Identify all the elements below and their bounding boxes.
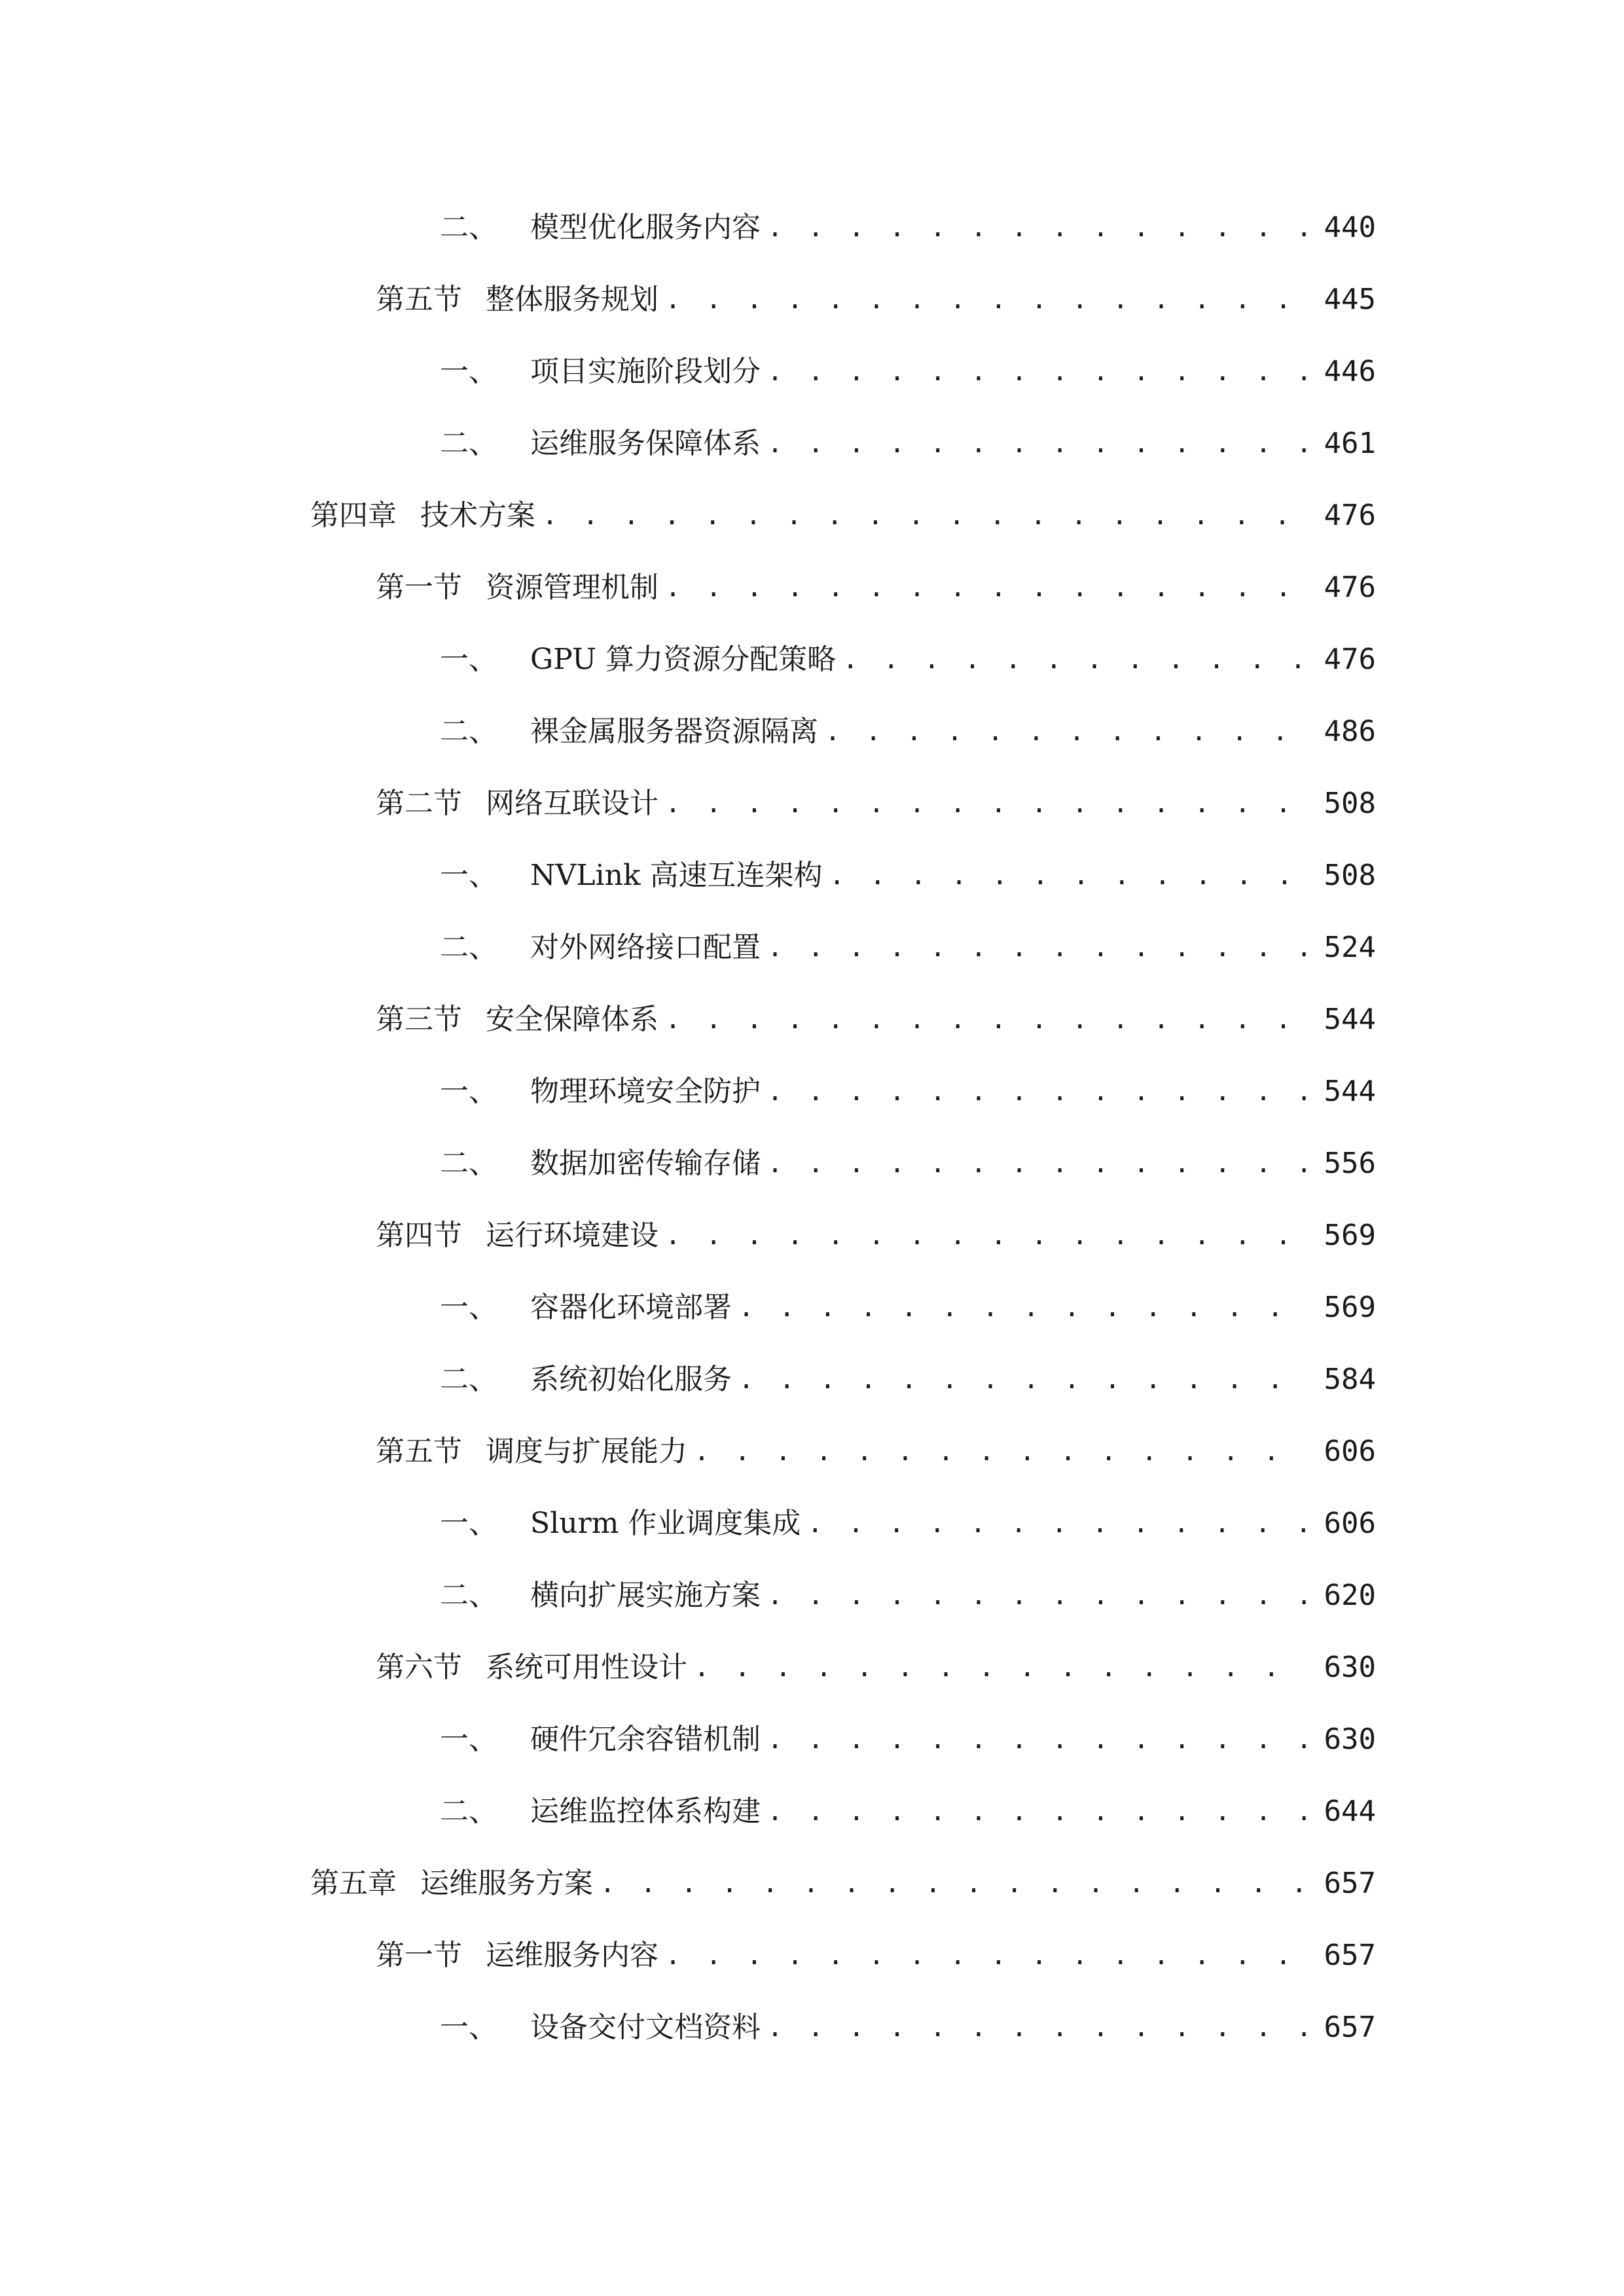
toc-title: 运维服务内容 xyxy=(486,1939,659,1972)
toc-page-number: 630 xyxy=(1324,1651,1376,1684)
toc-title: 设备交付文档资料 xyxy=(530,2011,761,2044)
toc-title: 项目实施阶段划分 xyxy=(530,355,761,388)
toc-page-number: 620 xyxy=(1324,1579,1376,1612)
toc-title: 运维监控体系构建 xyxy=(530,1795,761,1828)
toc-leader-dots xyxy=(807,1504,1310,1543)
toc-page-number: 476 xyxy=(1324,499,1376,532)
toc-number: 第六节 xyxy=(376,1651,462,1684)
toc-number: 第四节 xyxy=(376,1219,462,1252)
toc-title: 系统初始化服务 xyxy=(530,1363,732,1396)
toc-number: 一、 xyxy=(440,1723,497,1756)
toc-leader-dots xyxy=(665,1000,1310,1039)
toc-number: 一、 xyxy=(440,1291,497,1324)
toc-entry[interactable] xyxy=(0,496,1624,568)
toc-page-number: 524 xyxy=(1324,931,1376,964)
toc-leader-dots xyxy=(665,1936,1310,1975)
toc-leader-dots xyxy=(767,1144,1310,1183)
toc-page-number: 644 xyxy=(1324,1795,1376,1828)
toc-page-number: 657 xyxy=(1324,1867,1376,1900)
toc-entry[interactable] xyxy=(0,1432,1624,1504)
toc-page-number: 446 xyxy=(1324,355,1376,388)
toc-entry[interactable] xyxy=(0,1216,1624,1288)
toc-entry[interactable] xyxy=(0,352,1624,424)
toc-page-number: 508 xyxy=(1324,859,1376,892)
toc-title: 数据加密传输存储 xyxy=(530,1147,761,1180)
toc-title: 横向扩展实施方案 xyxy=(530,1579,761,1612)
toc-title: 调度与扩展能力 xyxy=(486,1435,687,1468)
toc-entry[interactable] xyxy=(0,568,1624,640)
toc-leader-dots xyxy=(665,280,1310,319)
toc-entry[interactable] xyxy=(0,1072,1624,1144)
toc-entry[interactable] xyxy=(0,712,1624,784)
toc-entry[interactable] xyxy=(0,280,1624,352)
toc-number: 第一节 xyxy=(376,1939,462,1972)
toc-entry[interactable] xyxy=(0,856,1624,928)
toc-title: 系统可用性设计 xyxy=(486,1651,687,1684)
toc-leader-dots xyxy=(665,1216,1310,1255)
toc-entry[interactable] xyxy=(0,1648,1624,1720)
toc-number: 一、 xyxy=(440,859,497,892)
toc-page-number: 486 xyxy=(1324,715,1376,748)
toc-leader-dots xyxy=(767,1576,1310,1615)
toc-entry[interactable] xyxy=(0,208,1624,280)
toc-number: 一、 xyxy=(440,1075,497,1108)
toc-number: 第五章 xyxy=(310,1867,397,1900)
toc-title: 运行环境建设 xyxy=(486,1219,659,1252)
toc-page-number: 476 xyxy=(1324,571,1376,604)
toc-title: 整体服务规划 xyxy=(486,283,659,316)
toc-entry[interactable] xyxy=(0,1936,1624,2008)
toc-title: 安全保障体系 xyxy=(486,1003,659,1036)
toc-number: 二、 xyxy=(440,1147,497,1180)
toc-page-number: 630 xyxy=(1324,1723,1376,1756)
toc-title: 运维服务保障体系 xyxy=(530,427,761,460)
toc-page-number: 657 xyxy=(1324,2011,1376,2044)
toc-title: 资源管理机制 xyxy=(486,571,659,604)
toc-page-number: 569 xyxy=(1324,1291,1376,1324)
toc-leader-dots xyxy=(767,352,1310,391)
toc-entry[interactable] xyxy=(0,1792,1624,1864)
toc-page-number: 461 xyxy=(1324,427,1376,460)
toc-title: 网络互联设计 xyxy=(486,787,659,820)
toc-leader-dots xyxy=(767,1720,1310,1759)
toc-title: 技术方案 xyxy=(420,499,535,532)
toc-title: 运维服务方案 xyxy=(420,1867,593,1900)
toc-leader-dots xyxy=(767,928,1310,967)
toc-leader-dots xyxy=(767,424,1310,463)
toc-leader-dots xyxy=(767,208,1310,247)
toc-entry[interactable] xyxy=(0,784,1624,856)
toc-page-number: 584 xyxy=(1324,1363,1376,1396)
toc-entry[interactable] xyxy=(0,1288,1624,1360)
toc-number: 一、 xyxy=(440,643,497,676)
toc-number: 一、 xyxy=(440,2011,497,2044)
toc-number: 二、 xyxy=(440,1795,497,1828)
toc-number: 第三节 xyxy=(376,1003,462,1036)
toc-number: 第五节 xyxy=(376,1435,462,1468)
toc-page-number: 440 xyxy=(1324,211,1376,244)
toc-leader-dots xyxy=(842,640,1310,679)
toc-leader-dots xyxy=(825,712,1310,751)
toc-number: 第二节 xyxy=(376,787,462,820)
toc-page-number: 657 xyxy=(1324,1939,1376,1972)
toc-leader-dots xyxy=(738,1288,1310,1327)
toc-entry[interactable] xyxy=(0,1144,1624,1216)
toc-page-number: 569 xyxy=(1324,1219,1376,1252)
toc-entry[interactable] xyxy=(0,1864,1624,1936)
toc-page-number: 606 xyxy=(1324,1435,1376,1468)
toc-number: 二、 xyxy=(440,427,497,460)
toc-title: 模型优化服务内容 xyxy=(530,211,761,244)
toc-number: 一、 xyxy=(440,1507,497,1540)
toc-leader-dots xyxy=(542,496,1310,535)
toc-entry[interactable] xyxy=(0,2008,1624,2080)
table-of-contents xyxy=(0,208,1624,2080)
toc-leader-dots xyxy=(738,1360,1310,1399)
toc-leader-dots xyxy=(767,1072,1310,1111)
toc-entry[interactable] xyxy=(0,1000,1624,1072)
toc-leader-dots xyxy=(694,1648,1310,1687)
toc-leader-dots xyxy=(600,1864,1310,1903)
toc-title: NVLink 高速互连架构 xyxy=(530,859,823,892)
toc-number: 二、 xyxy=(440,931,497,964)
toc-leader-dots xyxy=(767,1792,1310,1831)
toc-number: 第五节 xyxy=(376,283,462,316)
toc-title: 对外网络接口配置 xyxy=(530,931,761,964)
toc-leader-dots xyxy=(767,2008,1310,2047)
toc-number: 第一节 xyxy=(376,571,462,604)
toc-leader-dots xyxy=(665,784,1310,823)
toc-leader-dots xyxy=(665,568,1310,607)
toc-entry[interactable] xyxy=(0,1720,1624,1792)
toc-number: 第四章 xyxy=(310,499,397,532)
toc-entry[interactable] xyxy=(0,1360,1624,1432)
toc-number: 二、 xyxy=(440,1579,497,1612)
toc-title: 物理环境安全防护 xyxy=(530,1075,761,1108)
toc-entry[interactable] xyxy=(0,640,1624,712)
toc-number: 二、 xyxy=(440,715,497,748)
toc-page-number: 556 xyxy=(1324,1147,1376,1180)
toc-leader-dots xyxy=(694,1432,1310,1471)
toc-number: 一、 xyxy=(440,355,497,388)
toc-title: GPU 算力资源分配策略 xyxy=(530,643,837,676)
toc-entry[interactable] xyxy=(0,424,1624,496)
toc-leader-dots xyxy=(829,856,1310,895)
toc-page-number: 476 xyxy=(1324,643,1376,676)
toc-page-number: 544 xyxy=(1324,1003,1376,1036)
toc-number: 二、 xyxy=(440,1363,497,1396)
toc-title: 容器化环境部署 xyxy=(530,1291,732,1324)
toc-page-number: 544 xyxy=(1324,1075,1376,1108)
toc-page-number: 606 xyxy=(1324,1507,1376,1540)
toc-number: 二、 xyxy=(440,211,497,244)
toc-entry[interactable] xyxy=(0,1504,1624,1576)
toc-entry[interactable] xyxy=(0,928,1624,1000)
toc-title: 裸金属服务器资源隔离 xyxy=(530,715,818,748)
toc-title: Slurm 作业调度集成 xyxy=(530,1507,801,1540)
toc-entry[interactable] xyxy=(0,1576,1624,1648)
toc-title: 硬件冗余容错机制 xyxy=(530,1723,761,1756)
toc-page-number: 445 xyxy=(1324,283,1376,316)
toc-page-number: 508 xyxy=(1324,787,1376,820)
